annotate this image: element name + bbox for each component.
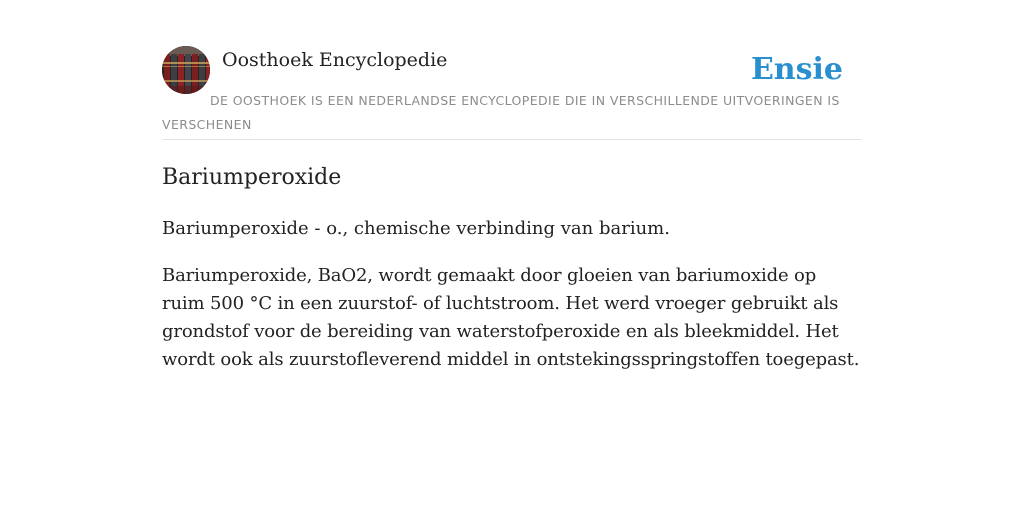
article-title: Bariumperoxide [162, 165, 342, 190]
article [162, 160, 862, 374]
article-body: Bariumperoxide, BaO2, wordt gemaakt door gloeien van bariumoxide op ruim 500 °C in een zuurstof- of luchtstroom. Het werd vroeger gebruikt als grondstof voor de bereiding van waterstofperoxide en als bleekmiddel. Het wordt ook als zuurstofleverend middel in ontstekingsspringstoffen toegepast. [162, 265, 860, 370]
source-tagline: DE OOSTHOEK IS EEN NEDERLANDSE ENCYCLOPEDIE DIE IN VERSCHILLENDE UITVOERINGEN IS VERSCHENEN [162, 93, 840, 132]
source-name[interactable]: Oosthoek Encyclopedie [222, 49, 448, 71]
ensie-logo-link[interactable]: Ensie [750, 52, 843, 87]
source-avatar[interactable] [162, 46, 210, 94]
bookshelf-avatar-icon [162, 46, 210, 94]
source-header [162, 46, 862, 140]
article-definition: Bariumperoxide - o., chemische verbinding van barium. [162, 218, 670, 239]
